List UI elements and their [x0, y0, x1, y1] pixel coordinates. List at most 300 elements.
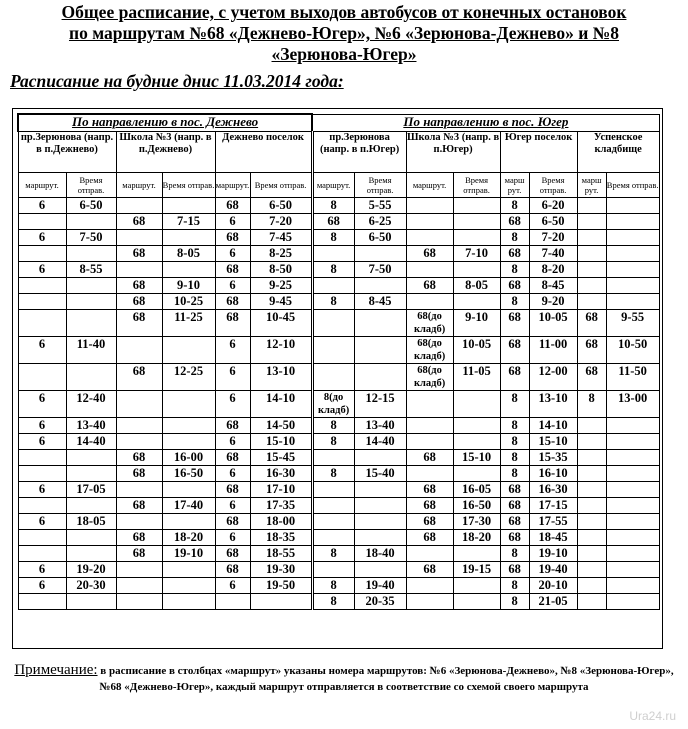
route-cell	[116, 578, 162, 594]
route-cell	[577, 418, 606, 434]
route-cell	[312, 337, 354, 364]
route-cell	[312, 278, 354, 294]
time-cell: 14-10	[529, 418, 577, 434]
sub-header-row	[18, 173, 659, 198]
route-cell: 68	[215, 562, 250, 578]
route-cell: 68	[406, 498, 453, 514]
time-cell: 13-10	[529, 391, 577, 418]
route-cell	[116, 562, 162, 578]
route-cell: 6	[18, 230, 66, 246]
route-cell	[18, 214, 66, 230]
time-cell	[162, 562, 215, 578]
route-cell	[406, 262, 453, 278]
time-cell: 18-35	[250, 530, 312, 546]
route-cell: 8	[500, 198, 529, 214]
route-cell	[577, 562, 606, 578]
route-cell: 68	[215, 546, 250, 562]
table-row	[18, 391, 659, 418]
time-cell: 10-45	[250, 310, 312, 337]
watermark: Ura24.ru	[629, 709, 676, 723]
route-cell: 68	[215, 310, 250, 337]
route-cell	[577, 530, 606, 546]
route-cell: 6	[215, 337, 250, 364]
route-cell: 68	[406, 246, 453, 262]
time-cell: 18-55	[250, 546, 312, 562]
stop-yuger-settlement: Югер поселок	[500, 132, 577, 173]
stop-zeryunova-dezhnevo: пр.Зерюнова (напр. в п.Дежнево)	[18, 132, 116, 173]
route-cell	[577, 246, 606, 262]
sub-header-route: маршрут.	[116, 173, 162, 198]
time-cell: 8-50	[250, 262, 312, 278]
route-cell	[406, 214, 453, 230]
route-cell	[116, 337, 162, 364]
route-cell: 6	[215, 278, 250, 294]
time-cell	[354, 450, 406, 466]
time-cell	[453, 214, 500, 230]
route-cell: 6	[18, 434, 66, 450]
table-row	[18, 214, 659, 230]
route-cell: 6	[215, 466, 250, 482]
time-cell: 11-40	[66, 337, 116, 364]
route-cell: 68(до кладб)	[406, 337, 453, 364]
time-cell	[606, 198, 659, 214]
time-cell: 9-20	[529, 294, 577, 310]
table-row	[18, 434, 659, 450]
route-cell	[406, 546, 453, 562]
time-cell: 8-55	[66, 262, 116, 278]
route-cell: 68	[500, 337, 529, 364]
table-row	[18, 246, 659, 262]
route-cell: 68	[116, 246, 162, 262]
sub-header-route: маршрут.	[18, 173, 66, 198]
time-cell: 18-45	[529, 530, 577, 546]
time-cell: 17-05	[66, 482, 116, 498]
table-row	[18, 562, 659, 578]
time-cell	[354, 364, 406, 391]
time-cell	[66, 294, 116, 310]
time-cell	[606, 450, 659, 466]
time-cell: 19-10	[529, 546, 577, 562]
route-cell	[116, 594, 162, 610]
route-cell	[18, 498, 66, 514]
route-cell: 8	[312, 434, 354, 450]
time-cell	[66, 364, 116, 391]
route-cell	[18, 450, 66, 466]
table-row	[18, 514, 659, 530]
time-cell	[453, 466, 500, 482]
time-cell: 17-30	[453, 514, 500, 530]
route-cell	[312, 450, 354, 466]
route-cell: 8	[500, 594, 529, 610]
route-cell	[406, 391, 453, 418]
route-cell	[312, 310, 354, 337]
time-cell	[162, 434, 215, 450]
route-cell	[577, 198, 606, 214]
time-cell	[354, 310, 406, 337]
time-cell: 16-50	[162, 466, 215, 482]
table-row	[18, 278, 659, 294]
route-cell	[406, 594, 453, 610]
footnote	[6, 662, 682, 695]
route-cell: 8	[312, 418, 354, 434]
time-cell	[162, 482, 215, 498]
route-cell: 68	[406, 278, 453, 294]
route-cell	[406, 198, 453, 214]
document-title	[0, 2, 688, 65]
time-cell	[354, 530, 406, 546]
time-cell	[162, 230, 215, 246]
route-cell	[577, 214, 606, 230]
route-cell: 8	[500, 418, 529, 434]
time-cell: 12-00	[529, 364, 577, 391]
table-row	[18, 337, 659, 364]
route-cell: 68	[215, 198, 250, 214]
route-cell: 68	[116, 294, 162, 310]
time-cell	[606, 278, 659, 294]
time-cell: 16-50	[453, 498, 500, 514]
direction-yuger: По направлению в пос. Югер	[312, 114, 659, 132]
route-cell: 68	[312, 214, 354, 230]
time-cell: 6-20	[529, 198, 577, 214]
route-cell: 6	[215, 434, 250, 450]
route-cell: 6	[18, 514, 66, 530]
time-cell	[606, 262, 659, 278]
route-cell	[406, 434, 453, 450]
route-cell: 8	[312, 262, 354, 278]
time-cell	[354, 498, 406, 514]
route-cell: 68	[116, 214, 162, 230]
time-cell	[453, 594, 500, 610]
sub-header-route: маршрут.	[312, 173, 354, 198]
time-cell	[162, 391, 215, 418]
time-cell: 15-40	[354, 466, 406, 482]
time-cell: 10-25	[162, 294, 215, 310]
time-cell: 12-10	[250, 337, 312, 364]
route-cell: 8	[312, 546, 354, 562]
sub-header-time: Время отправ.	[250, 173, 312, 198]
time-cell	[66, 546, 116, 562]
time-cell: 9-55	[606, 310, 659, 337]
route-cell	[577, 450, 606, 466]
route-cell: 68	[500, 214, 529, 230]
time-cell: 14-50	[250, 418, 312, 434]
route-cell: 8	[500, 294, 529, 310]
route-cell	[18, 246, 66, 262]
route-cell: 68	[215, 262, 250, 278]
time-cell	[606, 434, 659, 450]
route-cell	[577, 466, 606, 482]
time-cell: 16-00	[162, 450, 215, 466]
route-cell	[406, 294, 453, 310]
time-cell	[606, 562, 659, 578]
route-cell	[312, 482, 354, 498]
route-cell: 6	[18, 482, 66, 498]
route-cell	[406, 418, 453, 434]
time-cell: 17-15	[529, 498, 577, 514]
time-cell	[354, 514, 406, 530]
time-cell	[606, 546, 659, 562]
stop-row	[18, 132, 659, 173]
direction-row	[18, 114, 659, 132]
time-cell: 9-45	[250, 294, 312, 310]
stop-dezhnevo-settlement: Дежнево поселок	[215, 132, 312, 173]
time-cell: 15-35	[529, 450, 577, 466]
time-cell: 13-10	[250, 364, 312, 391]
title-line-3: «Зерюнова-Югер»	[271, 44, 417, 64]
time-cell: 11-05	[453, 364, 500, 391]
route-cell: 8	[312, 594, 354, 610]
route-cell	[18, 364, 66, 391]
route-cell	[406, 578, 453, 594]
time-cell: 14-40	[66, 434, 116, 450]
sub-header-route: марш рут.	[577, 173, 606, 198]
time-cell	[162, 418, 215, 434]
time-cell	[66, 498, 116, 514]
route-cell: 8	[312, 578, 354, 594]
route-cell	[577, 594, 606, 610]
stop-uspenskoe-cemetery: Успенское кладбище	[577, 132, 659, 173]
time-cell: 18-20	[453, 530, 500, 546]
time-cell: 7-40	[529, 246, 577, 262]
table-row	[18, 418, 659, 434]
time-cell: 7-10	[453, 246, 500, 262]
route-cell: 68	[406, 482, 453, 498]
route-cell: 6	[18, 337, 66, 364]
table-row	[18, 262, 659, 278]
route-cell: 6	[215, 364, 250, 391]
time-cell	[162, 594, 215, 610]
time-cell	[162, 198, 215, 214]
route-cell: 68	[116, 364, 162, 391]
route-cell: 8	[500, 578, 529, 594]
time-cell: 15-10	[529, 434, 577, 450]
route-cell	[577, 230, 606, 246]
table-row	[18, 578, 659, 594]
time-cell	[453, 391, 500, 418]
time-cell: 12-15	[354, 391, 406, 418]
time-cell: 8-20	[529, 262, 577, 278]
time-cell	[453, 262, 500, 278]
route-cell: 6	[215, 578, 250, 594]
route-cell: 6	[215, 246, 250, 262]
time-cell	[606, 246, 659, 262]
route-cell	[116, 391, 162, 418]
time-cell	[162, 337, 215, 364]
time-cell: 18-05	[66, 514, 116, 530]
route-cell: 8	[500, 434, 529, 450]
sub-header-route: маршрут.	[406, 173, 453, 198]
time-cell: 12-25	[162, 364, 215, 391]
time-cell: 11-50	[606, 364, 659, 391]
route-cell: 68	[500, 498, 529, 514]
time-cell	[66, 278, 116, 294]
route-cell: 68	[116, 546, 162, 562]
route-cell: 68	[215, 450, 250, 466]
time-cell: 9-25	[250, 278, 312, 294]
time-cell	[606, 418, 659, 434]
table-row	[18, 364, 659, 391]
route-cell	[116, 198, 162, 214]
route-cell	[577, 498, 606, 514]
time-cell: 6-25	[354, 214, 406, 230]
sub-header-time: Время отправ.	[162, 173, 215, 198]
route-cell: 8	[312, 466, 354, 482]
time-cell: 10-05	[529, 310, 577, 337]
title-line-2: по маршрутам №68 «Дежнево-Югер», №6 «Зерюнова-Дежнево» и №8	[68, 23, 620, 43]
time-cell: 7-20	[250, 214, 312, 230]
table-row	[18, 546, 659, 562]
sub-header-route: марш рут.	[500, 173, 529, 198]
route-cell: 6	[215, 530, 250, 546]
time-cell	[453, 434, 500, 450]
time-cell: 18-00	[250, 514, 312, 530]
time-cell: 6-50	[250, 198, 312, 214]
route-cell	[18, 530, 66, 546]
time-cell	[606, 214, 659, 230]
time-cell	[453, 418, 500, 434]
time-cell: 9-10	[162, 278, 215, 294]
route-cell: 6	[18, 578, 66, 594]
sub-header-time: Время отправ.	[529, 173, 577, 198]
route-cell	[312, 530, 354, 546]
stop-zeryunova-yuger: пр.Зерюнова (напр. в п.Югер)	[312, 132, 406, 173]
time-cell: 7-50	[354, 262, 406, 278]
time-cell	[354, 482, 406, 498]
stop-school3-dezhnevo: Школа №3 (напр. в п.Дежнево)	[116, 132, 215, 173]
route-cell: 6	[18, 198, 66, 214]
route-cell: 6	[18, 562, 66, 578]
time-cell: 15-45	[250, 450, 312, 466]
time-cell	[66, 466, 116, 482]
route-cell	[312, 514, 354, 530]
sub-header-time: Время отправ.	[354, 173, 406, 198]
route-cell	[215, 594, 250, 610]
route-cell: 68	[577, 364, 606, 391]
route-cell: 68	[500, 364, 529, 391]
time-cell	[66, 246, 116, 262]
route-cell: 68	[116, 310, 162, 337]
time-cell: 20-30	[66, 578, 116, 594]
route-cell: 8	[500, 450, 529, 466]
route-cell	[18, 466, 66, 482]
time-cell	[453, 198, 500, 214]
route-cell: 68	[500, 246, 529, 262]
table-row	[18, 466, 659, 482]
time-cell: 13-40	[354, 418, 406, 434]
route-cell: 68	[116, 498, 162, 514]
table-row	[18, 594, 659, 610]
route-cell	[577, 482, 606, 498]
time-cell	[453, 546, 500, 562]
route-cell	[577, 278, 606, 294]
time-cell: 15-10	[250, 434, 312, 450]
time-cell: 19-20	[66, 562, 116, 578]
route-cell: 68	[577, 337, 606, 364]
time-cell	[606, 230, 659, 246]
time-cell: 17-10	[250, 482, 312, 498]
route-cell: 68	[577, 310, 606, 337]
time-cell	[354, 562, 406, 578]
route-cell: 68	[500, 562, 529, 578]
time-cell: 17-55	[529, 514, 577, 530]
time-cell: 8-45	[529, 278, 577, 294]
time-cell: 8-45	[354, 294, 406, 310]
route-cell	[577, 578, 606, 594]
time-cell: 8-25	[250, 246, 312, 262]
route-cell	[406, 466, 453, 482]
route-cell	[116, 230, 162, 246]
route-cell: 6	[215, 498, 250, 514]
table-row	[18, 530, 659, 546]
time-cell: 21-05	[529, 594, 577, 610]
route-cell: 68	[500, 310, 529, 337]
route-cell	[312, 498, 354, 514]
time-cell: 6-50	[66, 198, 116, 214]
note-label: Примечание:	[14, 662, 98, 678]
route-cell	[18, 594, 66, 610]
route-cell	[18, 294, 66, 310]
route-cell	[577, 294, 606, 310]
table-row	[18, 230, 659, 246]
time-cell: 20-10	[529, 578, 577, 594]
route-cell: 8	[577, 391, 606, 418]
route-cell: 6	[18, 418, 66, 434]
time-cell: 11-00	[529, 337, 577, 364]
route-cell	[312, 364, 354, 391]
time-cell: 10-05	[453, 337, 500, 364]
route-cell	[406, 230, 453, 246]
route-cell: 68(до кладб)	[406, 364, 453, 391]
time-cell	[606, 466, 659, 482]
time-cell: 10-50	[606, 337, 659, 364]
time-cell: 6-50	[529, 214, 577, 230]
route-cell: 68	[406, 514, 453, 530]
route-cell	[312, 246, 354, 262]
route-cell: 68	[406, 562, 453, 578]
time-cell	[606, 514, 659, 530]
time-cell	[453, 230, 500, 246]
time-cell	[66, 310, 116, 337]
route-cell	[116, 418, 162, 434]
direction-dezhnevo: По направлению в пос. Дежнево	[18, 114, 312, 132]
time-cell	[606, 594, 659, 610]
route-cell	[577, 262, 606, 278]
route-cell	[312, 562, 354, 578]
time-cell	[162, 262, 215, 278]
route-cell	[116, 514, 162, 530]
route-cell: 8	[312, 294, 354, 310]
sub-header-time: Время отправ.	[606, 173, 659, 198]
route-cell: 68	[500, 530, 529, 546]
route-cell: 68	[116, 278, 162, 294]
time-cell: 5-55	[354, 198, 406, 214]
time-cell: 7-50	[66, 230, 116, 246]
route-cell: 68	[215, 230, 250, 246]
time-cell	[162, 514, 215, 530]
time-cell: 13-40	[66, 418, 116, 434]
title-line-1: Общее расписание, с учетом выходов автобусов от конечных остановок	[61, 2, 627, 22]
route-cell: 8	[500, 466, 529, 482]
time-cell: 16-10	[529, 466, 577, 482]
route-cell	[577, 514, 606, 530]
route-cell	[577, 546, 606, 562]
time-cell: 7-15	[162, 214, 215, 230]
table-row	[18, 498, 659, 514]
time-cell: 8-05	[162, 246, 215, 262]
time-cell: 11-25	[162, 310, 215, 337]
route-cell: 8	[500, 391, 529, 418]
stop-school3-yuger: Школа №3 (напр. в п.Югер)	[406, 132, 500, 173]
